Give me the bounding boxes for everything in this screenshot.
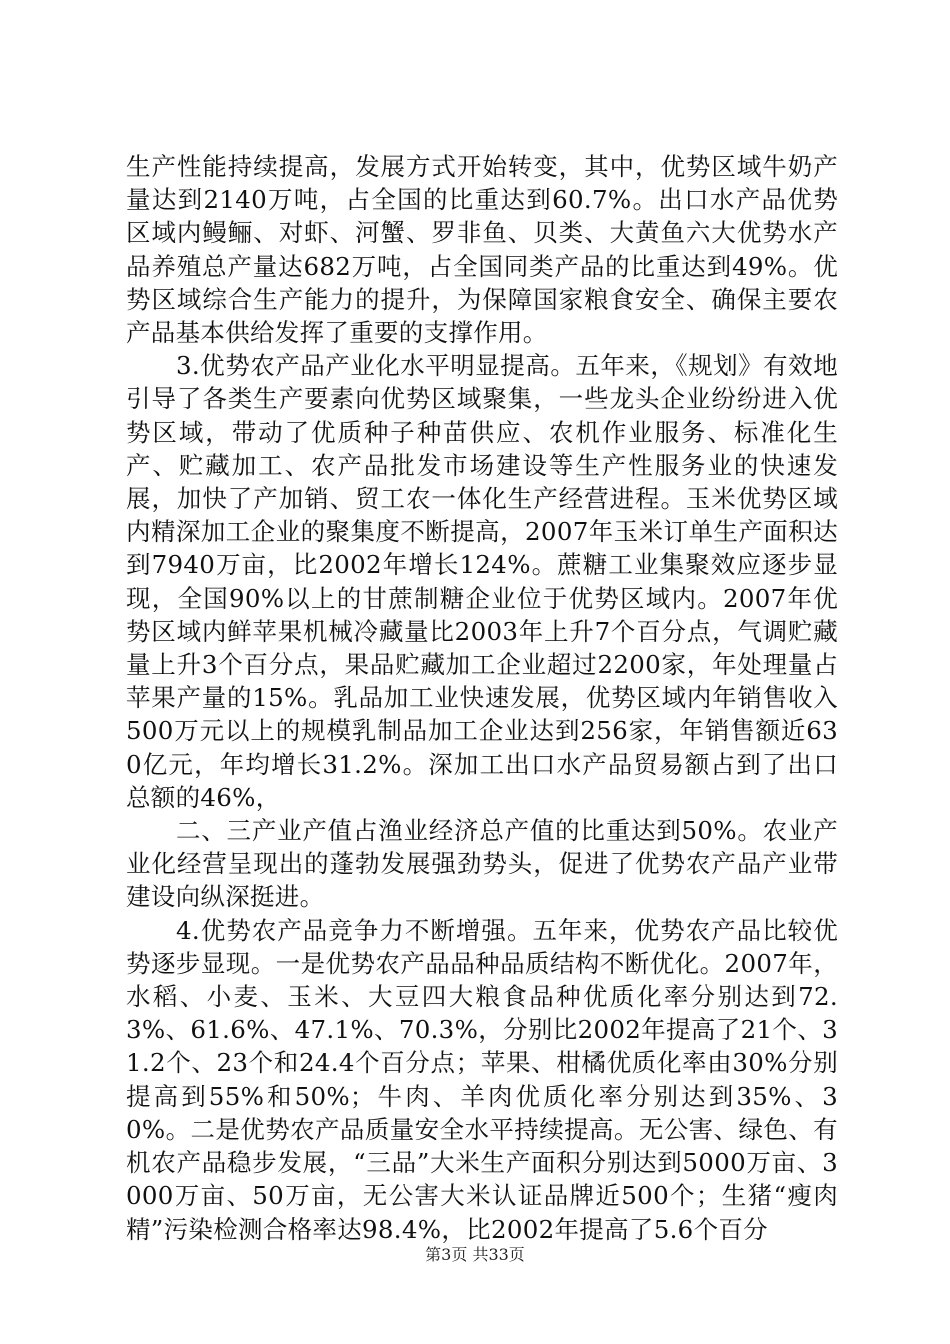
paragraph-1: 生产性能持续提高，发展方式开始转变，其中，优势区域牛奶产量达到2140万吨，占全国的比重达到60.7%。出口水产品优势区域内鳗鲡、对虾、河蟹、罗非鱼、贝类、大黄鱼六大优势水产品养殖总产量达682万吨，占全国同类产品的比重达到49%。优势区域综合生产能力的提升，为保障国家粮食安全、确保主要农产品基本供给发挥了重要的支撑作用。 (126, 152, 838, 348)
page-footer: 第3页 共33页 (425, 1245, 525, 1264)
body-text (126, 150, 838, 1246)
paragraph-4: 4.优势农产品竞争力不断增强。五年来，优势农产品比较优势逐步显现。一是优势农产品品种品质结构不断优化。2007年，水稻、小麦、玉米、大豆四大粮食品种优质化率分别达到72.3%、61.6%、47.1%、70.3%，分别比2002年提高了21个、31.2个、23个和24.4个百分点；苹果、柑橘优质化率由30%分别提高到55%和50%；牛肉、羊肉优质化率分别达到35%、30%。二是优势农产品质量安全水平持续提高。无公害、绿色、有机农产品稳步发展，“三品”大米生产面积分别达到5000万亩、3000万亩、50万亩，无公害大米认证品牌近500个；生猪“瘦肉精”污染检测合格率达98.4%，比2002年提高了5.6个百分 (126, 915, 838, 1244)
paragraph-3: 二、三产业产值占渔业经济总产值的比重达到50%。农业产业化经营呈现出的蓬勃发展强劲势头，促进了优势农产品产业带建设向纵深挺进。 (126, 816, 838, 912)
paragraph-2: 3.优势农产品产业化水平明显提高。五年来，《规划》有效地引导了各类生产要素向优势区域聚集，一些龙头企业纷纷进入优势区域，带动了优质种子种苗供应、农机作业服务、标准化生产、贮藏加工、农产品批发市场建设等生产性服务业的快速发展，加快了产加销、贸工农一体化生产经营进程。玉米优势区域内精深加工企业的聚集度不断提高，2007年玉米订单生产面积达到7940万亩，比2002年增长124%。蔗糖工业集聚效应逐步显现，全国90%以上的甘蔗制糖企业位于优势区域内。2007年优势区域内鲜苹果机械冷藏量比2003年上升7个百分点，气调贮藏量上升3个百分点，果品贮藏加工企业超过2200家，年处理量占苹果产量的15%。乳品加工业快速发展，优势区域内年销售收入500万元以上的规模乳制品加工企业达到256家，年销售额近630亿元，年均增长31.2%。深加工出口水产品贸易额占到了出口总额的46%， (126, 351, 838, 812)
